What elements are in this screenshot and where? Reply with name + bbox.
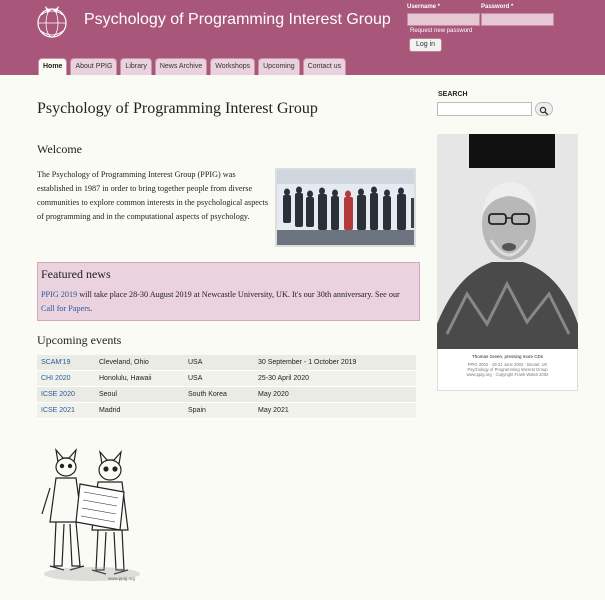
portrait-image (437, 134, 578, 349)
page-title: Psychology of Programming Interest Group (37, 100, 318, 117)
event-country: Spain (188, 407, 206, 414)
event-row (37, 371, 416, 387)
password-field[interactable] (481, 13, 554, 26)
search-icon (539, 106, 549, 116)
event-city: Seoul (99, 391, 117, 398)
event-city: Madrid (99, 407, 121, 414)
event-dates: May 2021 (258, 407, 289, 414)
event-row (37, 403, 416, 419)
site-header (0, 0, 605, 75)
upcoming-events-heading: Upcoming events (37, 333, 122, 347)
search-label: SEARCH (438, 91, 468, 98)
portrait-meta-line: PPIG 2002 · 18-21 June 2002 · Brunel, UK (467, 362, 548, 367)
search-button[interactable] (535, 102, 553, 116)
welcome-heading: Welcome (37, 142, 83, 156)
event-city: Cleveland, Ohio (99, 359, 149, 366)
site-title[interactable]: Psychology of Programming Interest Group (84, 11, 391, 28)
cats-caption: www.ppig.org (108, 576, 136, 581)
event-dates: 25-30 April 2020 (258, 375, 309, 382)
tab-contact[interactable]: Contact us (303, 58, 346, 75)
ppig-logo-icon[interactable] (33, 3, 71, 43)
ppig-2019-link[interactable]: PPIG 2019 (41, 290, 78, 299)
featured-news-box (37, 262, 420, 321)
event-dates: 30 September - 1 October 2019 (258, 359, 357, 366)
event-row (37, 355, 416, 371)
username-label: Username * (407, 4, 441, 10)
featured-news-end: . (90, 304, 93, 313)
tab-news-archive[interactable]: News Archive (155, 58, 207, 75)
portrait-caption-card (437, 349, 578, 391)
password-label: Password * (481, 4, 514, 10)
main-nav-tabs (38, 58, 346, 75)
featured-news-body: will take place 28-30 August 2019 at Newcastle University, UK. It's our 30th anniversary. See our (77, 290, 400, 299)
upcoming-events-table (37, 355, 416, 419)
event-city: Honolulu, Hawaii (99, 375, 152, 382)
tab-home[interactable]: Home (38, 58, 67, 75)
cats-reading-newspaper-illustration (36, 448, 148, 584)
event-name-link[interactable]: ICSE 2021 (41, 407, 75, 414)
portrait-caption: Thomas Green, pressing more CDs (471, 354, 544, 359)
login-button[interactable]: Log in (409, 38, 442, 52)
event-country: USA (188, 375, 203, 382)
request-password-link[interactable]: Request new password (410, 28, 473, 34)
search-input[interactable] (437, 102, 532, 116)
event-row (37, 387, 416, 403)
event-dates: May 2020 (258, 391, 289, 398)
portrait-meta-line: Psychology of Programming Interest Group (467, 367, 548, 372)
event-name-link[interactable]: SCAM'19 (41, 359, 71, 366)
group-photo (275, 168, 416, 247)
featured-news-heading: Featured news (41, 267, 111, 281)
tab-about[interactable]: About PPIG (70, 58, 117, 75)
event-country: South Korea (188, 391, 227, 398)
featured-news-text (41, 288, 411, 316)
event-name-link[interactable]: CHI 2020 (41, 375, 71, 382)
tab-upcoming[interactable]: Upcoming (258, 58, 300, 75)
welcome-text: The Psychology of Programming Interest Group (PPIG) was established in 1987 in order to bring together people from diverse communities to explore common interests in the psychological aspects of programming and in the computational aspects of psychology. (37, 170, 269, 221)
username-field[interactable] (407, 13, 480, 26)
event-country: USA (188, 359, 203, 366)
tab-library[interactable]: Library (120, 58, 151, 75)
portrait-meta (438, 362, 577, 377)
tab-workshops[interactable]: Workshops (210, 58, 255, 75)
group-photo-image (277, 170, 416, 247)
event-name-link[interactable]: ICSE 2020 (41, 391, 75, 398)
call-for-papers-link[interactable]: Call for Papers (41, 304, 91, 313)
portrait-meta-line: www.ppig.org · Copyright Frank Wales 2002 (466, 372, 549, 377)
portrait-photo (437, 134, 578, 349)
